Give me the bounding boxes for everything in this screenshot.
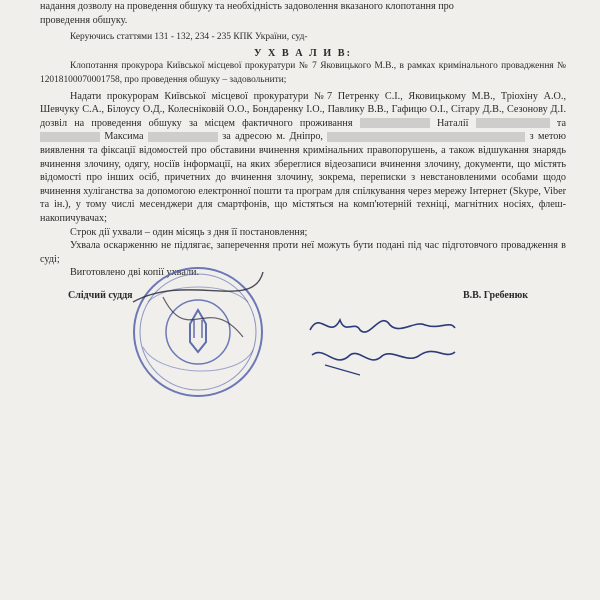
paragraph-5: Виготовлено дві копії ухвали. [70, 267, 200, 279]
signature-label: Слідчий суддя [68, 290, 133, 301]
judge-name: В.В. Гребенюк [462, 290, 528, 301]
top-line-1: надання дозволу на проведення обшуку та необхідність задоволення вказаного клопотання про [40, 1, 454, 12]
paragraph-4: Ухвала оскарженню не підлягає, заперечення проти неї можуть бути подані під час підготовчого провадження в суді; [40, 240, 566, 265]
redacted-block [40, 132, 100, 142]
top-line-2: проведення обшуку. [40, 14, 128, 26]
paragraph-2-part-a: Надати прокурорам Київської місцевої прокуратури №7 Петренку С.І., Яковицькому М.В., Тріохіну А.О., Шевчуку С.А., Білоусу О.Д., Колесніковій О.О., Бондаренку І.О., Павлику В.В., Гафицю О.І., Сітару Д.В., Сезонову Д.І. дозвіл на проведення обшуку за місцем фактичного проживання [40, 90, 566, 129]
paragraph-1: Клопотання прокурора Київської місцевої прокуратури № 7 Яковицького М.В., в рамках кримінального провадження № 12018100070001758, про проведення обшуку – задовольнити; [40, 61, 566, 85]
redacted-block [327, 132, 525, 142]
paragraph-3: Строк дії ухвали – один місяць з дня її постановлення; [70, 226, 308, 238]
paragraph-2-name-1: Наталії [436, 117, 469, 129]
document-body [40, 0, 566, 280]
redacted-block [476, 118, 550, 128]
paragraph-2-part-b: за адресою м. Дніпро, [222, 131, 323, 143]
guided-by-line: Керуючись статтями 131 - 132, 234 - 235 КПК України, суд- [70, 32, 308, 43]
court-seal-stamp [128, 262, 268, 402]
paragraph-2 [40, 90, 566, 226]
paragraph-2-part-c: з метою виявлення та фіксації відомостей про обставини вчинення кримінальних правопорушень, а також відшукання знарядь вчинення злочину, одягу, носіїв інформації, на яких збереглися відеозаписи вчинення злочину, документи, що містять відомості про інших осіб, причетних до вчинення злочину, зокрема, переписки з невстановленими особами щодо вчинення хуліганства за допомогою електронної пошти та програм для спілкування через мережу Інтернет (Skype, Viber та ін.), у тому числі месенджери для смартфонів, що містяться на комп'ютерній техніці, магнітних носіях, флеш-накопичувачах; [40, 131, 567, 224]
redacted-block [148, 132, 218, 142]
paragraph-2-name-2: Максима [104, 131, 144, 143]
paragraph-2-and: та [556, 117, 567, 129]
judge-handwritten-signature [300, 300, 460, 380]
decided-heading: У Х В А Л И В: [254, 47, 352, 59]
redacted-block [360, 118, 430, 128]
